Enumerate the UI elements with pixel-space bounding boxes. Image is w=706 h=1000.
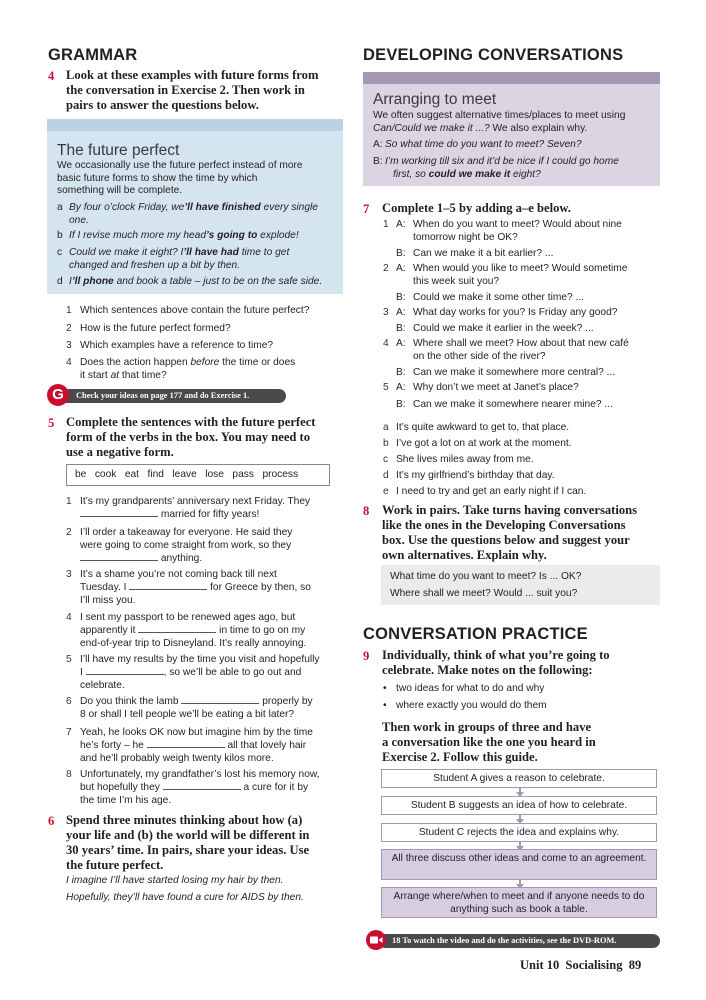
answer-gap[interactable]	[163, 781, 241, 790]
answer-gap[interactable]	[138, 624, 216, 633]
list-item: where exactly you would do them	[396, 700, 547, 711]
list-item: Unfortunately, my grandfather’s lost his memory now, but hopefully they a cure for it by the time I’m his age.	[80, 769, 320, 806]
list-item: It’s a shame you’re not coming back till next Tuesday. I for Greece by then, so I’ll miss you.	[80, 569, 311, 606]
answer-gap[interactable]	[80, 552, 158, 561]
conversation-practice-heading: CONVERSATION PRACTICE	[363, 625, 588, 643]
flow-step: Student B suggests an idea of how to celebrate.	[381, 796, 657, 815]
grammar-heading: GRAMMAR	[48, 46, 138, 64]
example-a: By four o’clock Friday, we’ll have finished every single one.	[69, 202, 318, 226]
list-item: It’s my girlfriend’s birthday that day.	[396, 470, 555, 481]
list-item: Why don’t we meet at Janet’s place?	[413, 382, 579, 393]
answer-gap[interactable]	[147, 739, 225, 748]
answer-gap[interactable]	[181, 695, 259, 704]
answer-gap[interactable]	[86, 666, 164, 675]
future-perfect-box	[47, 131, 343, 294]
example-label: b	[57, 230, 63, 241]
example-label: c	[57, 247, 63, 258]
example-d: I’ll phone and book a table – just to be on the safe side.	[69, 276, 323, 287]
list-item: Which examples have a reference to time?	[80, 340, 274, 351]
box-header-bar	[47, 119, 343, 131]
list-item: Where shall we meet? How about that new café on the other side of the river?	[413, 338, 629, 362]
example-b: If I revise much more my head’s going to explode!	[69, 230, 299, 241]
example-sentence: Hopefully, they’ll have found a cure for AIDS by then.	[66, 892, 304, 903]
arranging-to-meet-box: Arranging to meet We often suggest alternative times/places to meet using Can/Could we make it ...? We also explain why. A: So what time do you want to meet? Seven? B: I’m working till six and it’d be nice if I could go home first, so could we make it eight?	[363, 84, 660, 186]
answer-gap[interactable]	[80, 508, 158, 517]
list-item: I need to try and get an early night if I can.	[396, 486, 587, 497]
list-item: Can we make it somewhere nearer mine? ...	[413, 399, 613, 410]
answer-gap[interactable]	[129, 581, 207, 590]
prompt-box: What time do you want to meet? Is ... OK? Where shall we meet? Would ... suit you?	[381, 565, 660, 605]
list-item: Do you think the lamb properly by 8 or shall I tell people we’ll be eating a bit later?	[80, 696, 313, 720]
flow-step: All three discuss other ideas and come to an agreement.	[381, 849, 657, 880]
list-item: I’ll have my results by the time you visit and hopefully I , so we’ll be able to go out and celebrate.	[80, 654, 320, 691]
list-item: How is the future perfect formed?	[80, 323, 231, 334]
list-item: I’ll order a takeaway for everyone. He said they were going to come straight from work, so they anything.	[80, 527, 293, 564]
list-item: It’s quite awkward to get to, that place.	[396, 422, 570, 433]
word-box: be cook eat find leave lose pass process	[66, 464, 330, 486]
list-item: She lives miles away from me.	[396, 454, 534, 465]
list-item: When would you like to meet? Would sometime this week suit you?	[413, 263, 628, 287]
dialogue-line: I’m working till six and it’d be nice if I could go home first, so could we make it eight?	[385, 156, 619, 180]
list-item: Yeah, he looks OK now but imagine him by the time he’s forty – he all that lovely hair and he’ll probably weigh twenty kilos more.	[80, 727, 313, 764]
developing-conversations-heading: DEVELOPING CONVERSATIONS	[363, 46, 624, 64]
list-item: It’s my grandparents’ anniversary next Friday. They married for fifty years!	[80, 496, 311, 520]
list-item: Can we make it a bit earlier? ...	[413, 248, 554, 259]
list-item: When do you want to meet? Would about nine tomorrow night be OK?	[413, 219, 622, 243]
page-footer: Unit 10 Socialising 89	[520, 958, 642, 972]
box-title: The future perfect	[57, 142, 180, 159]
flow-step: Student A gives a reason to celebrate.	[381, 769, 657, 788]
flow-step: Arrange where/when to meet and if anyone needs to do anything such as book a table.	[381, 887, 657, 918]
box-title: Arranging to meet	[373, 91, 497, 108]
flow-step: Student C rejects the idea and explains why.	[381, 823, 657, 842]
list-item: Can we make it somewhere more central? ...	[413, 367, 616, 378]
list-item: I’ve got a lot on at work at the moment.	[396, 438, 572, 449]
list-item: Could we make it some other time? ...	[413, 292, 584, 303]
example-label: a	[57, 202, 63, 213]
list-item: two ideas for what to do and why	[396, 683, 545, 694]
example-sentence: I imagine I’ll have started losing my hair by then.	[66, 875, 284, 886]
example-label: d	[57, 276, 63, 287]
box-header-bar	[363, 72, 660, 84]
list-item: Does the action happen before the time or does it start at that time?	[80, 357, 296, 381]
example-c: Could we make it eight? I’ll have had time to get changed and freshen up a bit by then.	[69, 247, 290, 271]
list-item: Could we make it earlier in the week? ...	[413, 323, 594, 334]
list-item: I sent my passport to be renewed ages ago, but apparently it in time to go on my end-of-year trip to Disneyland. It’s really annoying.	[80, 612, 307, 649]
video-camera-icon	[366, 930, 386, 950]
list-item: Which sentences above contain the future perfect?	[80, 305, 310, 316]
grammar-g-icon: G	[47, 384, 69, 406]
list-item: What day works for you? Is Friday any good?	[413, 307, 618, 318]
dialogue-line: So what time do you want to meet? Seven?	[385, 139, 582, 150]
box-intro: We occasionally use the future perfect instead of more basic future forms to show the time by which something will be complete.	[57, 160, 303, 196]
